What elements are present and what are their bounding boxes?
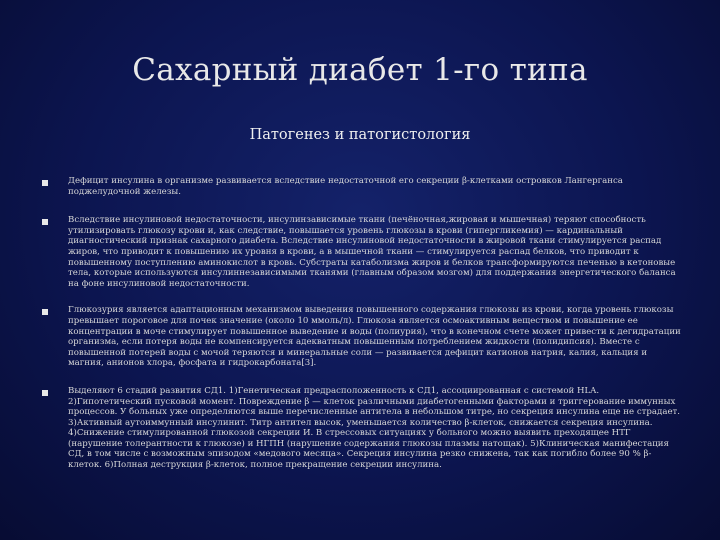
bullet-item — [42, 305, 682, 369]
bullet-text: Вследствие инсулиновой недостаточности, инсулинзависимые ткани (печёночная,жировая и мышечная) теряют способность утилизировать глюкозу крови и, как следствие, повышается уровень глюкозы в крови (гипергликемия) — кардинальный диагностический признак сахарного диабета. Вследствие инсулиновой недостаточности в жировой ткани стимулируется распад жиров, что приводит к повышению их уровня в крови, а в мышечной ткани — стимулируется распад белков, что приводит к повышенному поступлению аминокислот в кровь. Субстраты катаболизма жиров и белков трансформируются печенью в кетоновые тела, которые используются инсулиннезависимыми тканями (главным образом мозгом) для поддержания энергетического баланса на фоне инсулиновой недостаточности. — [68, 215, 676, 289]
square-bullet-icon — [42, 180, 48, 186]
square-bullet-icon — [42, 390, 48, 396]
bullet-item — [42, 386, 682, 471]
bullet-text: Глюкозурия является адаптационным механизмом выведения повышенного содержания глюкозы из крови, когда уровень глюкозы превышает пороговое для почек значение (около 10 ммоль/л). Глюкоза является осмоактивным веществом и повышение ее концентрации в моче стимулирует повышенное выведение и воды (полиурия), что в конечном счете может привести к дегидратации организма, если потеря воды не компенсируется адекватным повышенным потреблением жидкости (полидипсия). Вместе с повышенной потерей воды с мочой теряются и минеральные соли — развивается дефицит катионов натрия, калия, кальция и магния, анионов хлора, фосфата и гидрокарбоната[3]. — [68, 305, 681, 369]
bullet-item — [42, 176, 682, 197]
bullet-text: Дефицит инсулина в организме развивается вследствие недостаточной его секреции β-клетками островков Лангерганса поджелудочной железы. — [68, 176, 623, 197]
bullet-list — [42, 176, 682, 486]
square-bullet-icon — [42, 309, 48, 315]
bullet-item — [42, 215, 682, 289]
slide-subtitle: Патогенез и патогистология — [249, 127, 471, 143]
slide-title: Сахарный диабет 1-го типа — [132, 52, 588, 88]
square-bullet-icon — [42, 219, 48, 225]
bullet-text: Выделяют 6 стадий развития СД1. 1)Генетическая предрасположенность к СД1, ассоциированная с системой HLA. 2)Гипотетический пусковой момент. Повреждение β — клеток различными диабетогенными факторами и триггерование иммунных процессов. У больных уже определяются выше перечисленные антитела в небольшом титре, но секреция инсулина еще не страдает. 3)Активный аутоиммунный инсулинит. Титр антител высок, уменьшается количество β-клеток, снижается секреция инсулина. 4)Снижение стимулированной глюкозой секреции И. В стрессовых ситуациях у больного можно выявить преходящее НТГ (нарушение толерантности к глюкозе) и НГПН (нарушение содержания глюкозы плазмы натощак). 5)Клиническая манифестация СД, в том числе с возможным эпизодом «медового месяца». Секреция инсулина резко снижена, так как погибло более 90 % β-клеток. 6)Полная деструкция β-клеток, полное прекращение секреции инсулина. — [68, 385, 681, 471]
